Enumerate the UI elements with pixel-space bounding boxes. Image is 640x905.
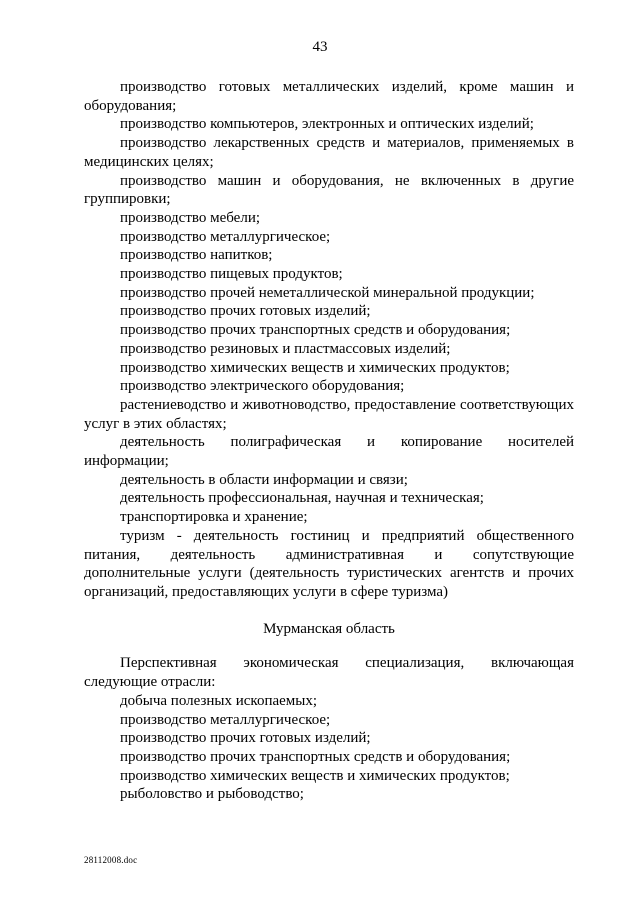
paragraph: деятельность в области информации и связи; (120, 471, 408, 488)
paragraph: рыболовство и рыбоводство; (120, 786, 304, 803)
paragraph: производство электрического оборудования; (120, 378, 405, 395)
section-heading: Мурманская область (263, 620, 395, 637)
paragraph: производство химических веществ и химических продуктов; (120, 767, 510, 784)
paragraph: производство прочих транспортных средств и оборудования; (120, 748, 511, 765)
paragraph: производство напитков; (120, 247, 273, 264)
paragraph: добыча полезных ископаемых; (120, 692, 318, 709)
paragraph: производство резиновых и пластмассовых изделий; (120, 340, 451, 357)
paragraph: производство прочей неметаллической минеральной продукции; (120, 284, 535, 301)
paragraph: производство металлургическое; (120, 711, 331, 728)
paragraph: производство прочих транспортных средств и оборудования; (120, 322, 511, 339)
paragraph: транспортировка и хранение; (120, 509, 308, 526)
paragraph: производство готовых металлических изделий, кроме машин и оборудования; (84, 79, 574, 114)
paragraph: производство лекарственных средств и материалов, применяемых в медицинских целях; (84, 135, 574, 170)
paragraph: производство прочих готовых изделий; (120, 730, 371, 747)
paragraph: производство пищевых продуктов; (120, 266, 343, 283)
paragraph: производство химических веществ и химических продуктов; (120, 359, 510, 376)
paragraph: деятельность профессиональная, научная и техническая; (120, 490, 484, 507)
page-number: 43 (312, 39, 328, 55)
paragraph: растениеводство и животноводство, предоставление соответствующих услуг в этих областях; (84, 396, 574, 432)
document-body (84, 78, 574, 804)
paragraph: производство прочих готовых изделий; (120, 303, 371, 320)
paragraph: Перспективная экономическая специализация, включающая следующие отрасли: (84, 655, 574, 691)
footer-filename: 28112008.doc (84, 855, 138, 865)
paragraph: производство машин и оборудования, не включенных в другие группировки; (84, 172, 574, 208)
paragraph: производство компьютеров, электронных и оптических изделий; (120, 116, 534, 133)
paragraph: производство металлургическое; (120, 228, 331, 245)
paragraph: производство мебели; (120, 209, 261, 226)
paragraph: туризм - деятельность гостиниц и предприятий общественного питания, деятельность административная и сопутствующие дополнительные услуги (деятельность туристических агентств и прочих организаций, предоставляющих услуги в сфере туризма) (84, 527, 574, 600)
paragraph: деятельность полиграфическая и копирование носителей информации; (84, 434, 574, 470)
